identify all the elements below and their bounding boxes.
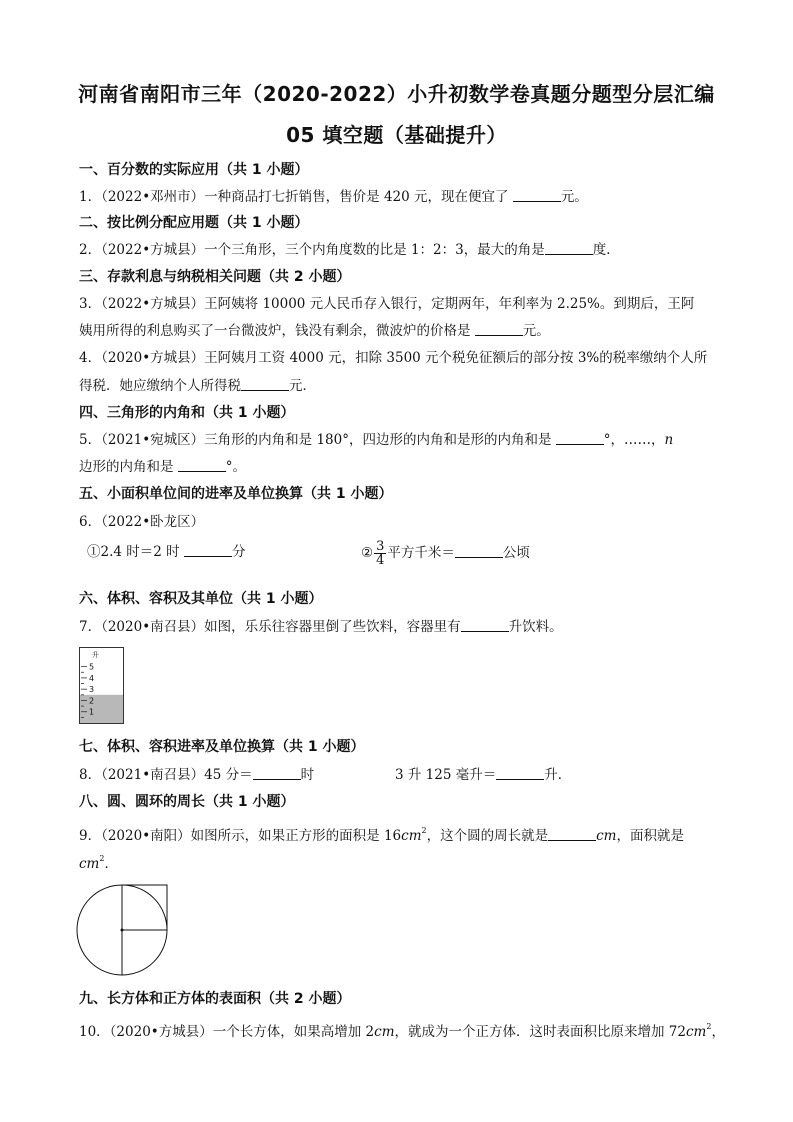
q6a-text: ①2.4 时＝2 时 (87, 544, 184, 560)
scale-label: 1 (89, 707, 95, 717)
question-7 (79, 618, 563, 636)
page-title-line2: 05 填空题（基础提升） (286, 123, 507, 147)
q5-degree: °，……， (603, 432, 665, 448)
superscript-2: 2 (421, 826, 427, 835)
q6b-unit: 公顷 (502, 545, 530, 561)
answer-blank[interactable] (548, 828, 596, 841)
section-heading-8: 八、圆、圆环的周长（共 1 小题） (79, 794, 295, 810)
q2-unit: 度． (592, 242, 620, 258)
answer-blank[interactable] (513, 189, 561, 202)
section-heading-2: 二、按比例分配应用题（共 1 小题） (79, 215, 309, 231)
unit-cm: cm (401, 828, 422, 844)
q9-text3: ，面积就是 (616, 828, 684, 844)
q3-text: 姨用所得的利息购买了一台微波炉，钱没有剩余，微波炉的价格是 (79, 323, 475, 339)
section-heading-7: 七、体积、容积进率及单位换算（共 1 小题） (79, 739, 365, 755)
answer-blank[interactable] (545, 242, 593, 255)
question-4-line1: 4．（2020•方城县）王阿姨月工资 4000 元，扣除 3500 元个税免征额后的部分按 3%的税率缴纳个人所 (79, 350, 708, 366)
question-5-line1 (79, 431, 673, 449)
q7-unit: 升饮料。 (508, 619, 563, 635)
q5-text: 5．（2021•宛城区）三角形的内角和是 180°，四边形的内角和是形的内角和是 (79, 432, 556, 448)
q10-text: 10．（2020•方城县）一个长方体，如果高增加 2 (79, 1024, 375, 1040)
question-5-line2 (79, 458, 246, 476)
inner-square (122, 885, 167, 930)
question-6b (361, 540, 530, 567)
superscript-2: 2 (99, 854, 105, 863)
question-8 (79, 766, 314, 784)
page-title-line1: 河南省南阳市三年（2020-2022）小升初数学卷真题分题型分层汇编 (78, 82, 715, 106)
liquid-fill (80, 695, 123, 723)
q4-text: 得税．她应缴纳个人所得税 (79, 378, 241, 394)
section-heading-4: 四、三角形的内角和（共 1 小题） (79, 405, 295, 421)
q5-variable-n: n (664, 432, 674, 448)
scale-label: 5 (89, 662, 95, 672)
section-heading-6: 六、体积、容积及其单位（共 1 小题） (79, 591, 323, 607)
q9-text2: ，这个圆的周长就是 (426, 828, 549, 844)
q4-unit: 元． (289, 378, 316, 394)
answer-blank[interactable] (556, 432, 604, 445)
unit-cm: cm (686, 1024, 707, 1040)
q6b-text: 平方千米＝ (387, 545, 455, 561)
q1-text: 1．（2022•邓州市）一种商品打七折销售，售价是 420 元，现在便宜了 (79, 189, 513, 205)
question-10-line1 (79, 1018, 725, 1041)
answer-blank[interactable] (455, 545, 503, 558)
section-heading-1: 一、百分数的实际应用（共 1 小题） (79, 162, 309, 178)
answer-blank[interactable] (178, 459, 226, 472)
question-1 (79, 188, 588, 206)
q10-text2: ，就成为一个正方体．这时表面积比原来增加 72 (394, 1024, 686, 1040)
question-4-line2 (79, 377, 316, 395)
question-6-head: 6．（2022•卧龙区） (79, 514, 205, 530)
q8a-text: 8．（2021•南召县）45 分＝ (79, 767, 253, 783)
question-6a (87, 543, 245, 561)
container-unit-label: 升 (92, 651, 99, 659)
q10-text3: ， (711, 1024, 725, 1040)
unit-cm: cm (79, 856, 100, 872)
section-heading-5: 五、小面积单位间的进率及单位换算（共 1 小题） (79, 486, 393, 502)
scale-label: 3 (89, 685, 95, 695)
scale-label: 4 (89, 673, 95, 683)
answer-blank[interactable] (253, 767, 301, 780)
answer-blank[interactable] (496, 767, 544, 780)
section-heading-3: 三、存款利息与纳税相关问题（共 2 小题） (79, 269, 351, 285)
fraction-three-quarters: $\frac{3}{4}$ (376, 539, 385, 568)
answer-blank[interactable] (241, 378, 289, 391)
q3-unit: 元。 (522, 323, 550, 339)
q9-text: 9．（2020•南阳）如图所示，如果正方形的面积是 16 (79, 828, 402, 844)
q5-degree2: °。 (225, 459, 247, 475)
question-3-line2 (79, 322, 550, 340)
answer-blank[interactable] (184, 544, 232, 557)
unit-cm: cm (374, 1024, 395, 1040)
q2-text: 2．（2022•方城县）一个三角形，三个内角度数的比是 1：2：3，最大的角是 (79, 242, 545, 258)
q8a-unit: 时 (300, 767, 315, 783)
question-8b (395, 766, 571, 784)
question-2 (79, 241, 620, 259)
q6b-index: ② (361, 545, 374, 561)
section-heading-9: 九、长方体和正方体的表面积（共 2 小题） (79, 991, 351, 1007)
question-9-line2: $cm^2$． (79, 854, 118, 872)
q1-unit: 元。 (560, 189, 588, 205)
question-3-line1: 3．（2022•方城县）王阿姨将 10000 元人民币存入银行，定期两年，年利率为 2.25%。到期后，王阿 (79, 296, 695, 312)
answer-blank[interactable] (475, 323, 523, 336)
q8b-text: 3 升 125 毫升＝ (395, 767, 497, 783)
q6a-unit: 分 (231, 544, 246, 560)
q7-text: 7．（2020•南召县）如图，乐乐往容器里倒了些饮料，容器里有 (79, 619, 461, 635)
circle-square-figure (76, 884, 168, 976)
scale-label: 2 (89, 696, 95, 706)
answer-blank[interactable] (461, 619, 509, 632)
question-9-line1 (79, 822, 684, 845)
measuring-container-figure (79, 647, 125, 725)
q8b-unit: 升． (544, 767, 572, 783)
unit-cm: cm (596, 828, 617, 844)
q5-text2: 边形的内角和是 (79, 459, 178, 475)
superscript-2: 2 (706, 1022, 712, 1031)
